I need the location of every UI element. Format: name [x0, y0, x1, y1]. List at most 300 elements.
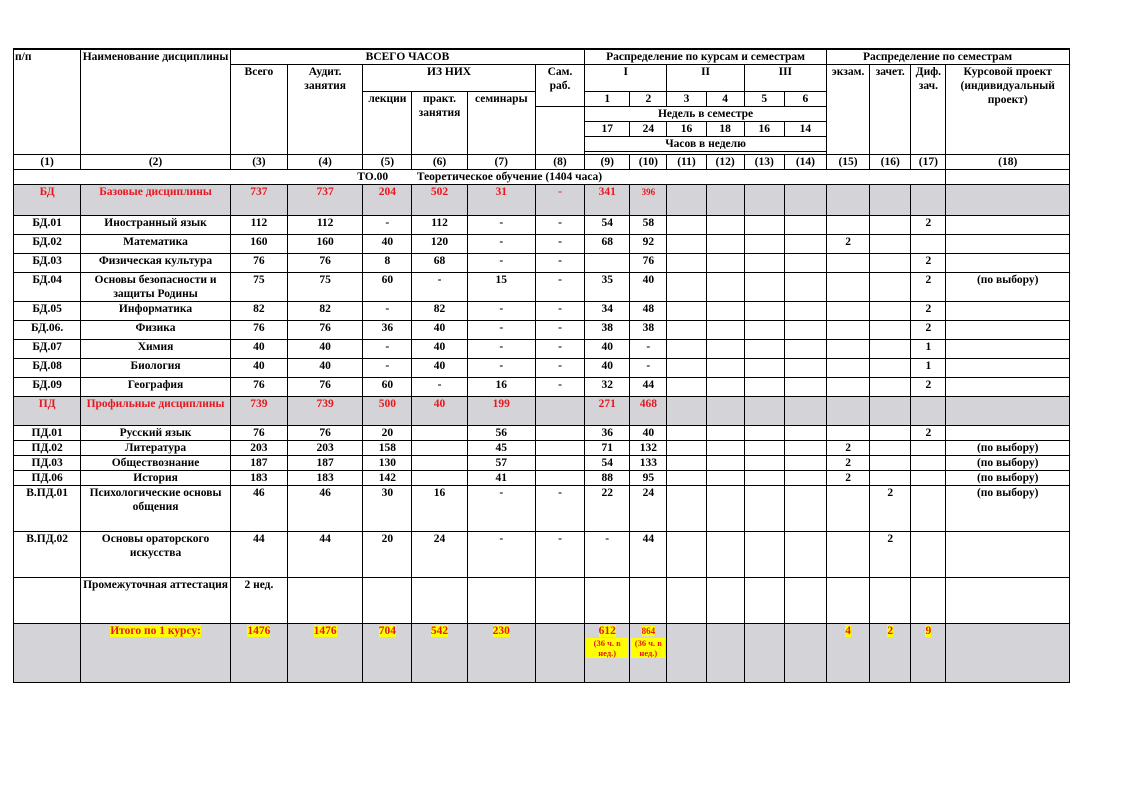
header-distribution-courses: Распределение по курсам и семестрам [585, 49, 827, 65]
row-sem-5 [744, 471, 784, 486]
row-sem-4 [706, 273, 744, 302]
header-sem-6: 6 [784, 92, 826, 107]
row-dif-zachet [911, 235, 946, 254]
row-sem-3 [667, 532, 706, 578]
table-row [14, 216, 1070, 235]
attestation-name: Промежуточная аттестация [81, 578, 231, 624]
row-code: БД.02 [14, 235, 81, 254]
header-sem-4: 4 [706, 92, 744, 107]
row-dif-zachet: 2 [911, 216, 946, 235]
row-dif-zachet: 1 [911, 359, 946, 378]
row-sem-3 [667, 486, 706, 532]
header-weeks-3: 16 [667, 122, 706, 137]
total-label: Итого по 1 курсу: [110, 625, 201, 637]
row-sem-1: 271 [585, 397, 630, 426]
header-weeks-6: 14 [784, 122, 826, 137]
header-weeks-2: 24 [630, 122, 667, 137]
row-sem-2: 132 [630, 441, 667, 456]
row-sem-5 [744, 441, 784, 456]
column-number: (8) [535, 155, 584, 170]
header-practice: практ. занятия [412, 92, 467, 155]
row-seminars: - [467, 302, 535, 321]
row-auditory: 44 [288, 532, 363, 578]
section-bd-row [14, 185, 1070, 216]
row-dif-zachet [911, 456, 946, 471]
row-auditory: 737 [288, 185, 363, 216]
header-weeks-4: 18 [706, 122, 744, 137]
row-auditory: 75 [288, 273, 363, 302]
row-sem-2: 95 [630, 471, 667, 486]
row-total: 82 [230, 302, 287, 321]
row-sem-5 [744, 302, 784, 321]
row-sem-4 [706, 359, 744, 378]
row-sem-3 [667, 273, 706, 302]
attestation-duration: 2 нед. [230, 578, 287, 624]
row-sem-4 [706, 340, 744, 359]
row-dif-zachet: 2 [911, 426, 946, 441]
row-total: 160 [230, 235, 287, 254]
row-sem-2: 24 [630, 486, 667, 532]
row-seminars: 41 [467, 471, 535, 486]
row-total: 183 [230, 471, 287, 486]
row-self-study: - [535, 486, 584, 532]
row-exam [826, 426, 869, 441]
row-lectures: 30 [363, 486, 412, 532]
row-lectures: - [363, 359, 412, 378]
row-self-study: - [535, 378, 584, 397]
row-practice: 502 [412, 185, 467, 216]
column-number: (14) [784, 155, 826, 170]
header-sem-1: 1 [585, 92, 630, 107]
row-sem-6 [784, 426, 826, 441]
row-sem-1: 22 [585, 486, 630, 532]
total-hours-note: (36 ч. в нед.) [631, 638, 665, 658]
row-discipline-name: Обществознание [81, 456, 231, 471]
row-total: 46 [230, 486, 287, 532]
row-exam [826, 302, 869, 321]
row-sem-6 [784, 471, 826, 486]
row-code: ПД.06 [14, 471, 81, 486]
row-lectures: - [363, 302, 412, 321]
row-sem-4 [706, 378, 744, 397]
row-exam [826, 532, 869, 578]
row-self-study: - [535, 235, 584, 254]
table-row [14, 426, 1070, 441]
row-sem-2: 40 [630, 273, 667, 302]
row-zachet [870, 456, 911, 471]
row-seminars: 199 [467, 397, 535, 426]
row-auditory: 76 [288, 321, 363, 340]
row-lectures: 158 [363, 441, 412, 456]
row-sem-1: 32 [585, 378, 630, 397]
row-zachet [870, 397, 911, 426]
row-lectures: 36 [363, 321, 412, 340]
row-sem-6 [784, 378, 826, 397]
row-sem-6 [784, 185, 826, 216]
row-sem-6 [784, 273, 826, 302]
row-total: 187 [230, 456, 287, 471]
row-course-project [946, 340, 1070, 359]
row-course-project [946, 378, 1070, 397]
column-number: (16) [870, 155, 911, 170]
row-sem-2: 92 [630, 235, 667, 254]
row-total: 76 [230, 378, 287, 397]
row-auditory: 187 [288, 456, 363, 471]
header-auditory: Аудит. занятия [288, 65, 363, 155]
header-sem-3: 3 [667, 92, 706, 107]
row-self-study [535, 456, 584, 471]
row-self-study: - [535, 321, 584, 340]
row-code: ПД.02 [14, 441, 81, 456]
row-course-project [946, 254, 1070, 273]
row-total: 40 [230, 359, 287, 378]
row-seminars: - [467, 216, 535, 235]
row-sem-1: 38 [585, 321, 630, 340]
row-discipline-name: Русский язык [81, 426, 231, 441]
row-sem-3 [667, 340, 706, 359]
header-discipline-name: Наименование дисциплины [81, 49, 231, 155]
row-discipline-name: Информатика [81, 302, 231, 321]
row-sem-4 [706, 456, 744, 471]
row-discipline-name: Профильные дисциплины [81, 397, 231, 426]
row-sem-5 [744, 378, 784, 397]
row-auditory: 160 [288, 235, 363, 254]
row-zachet [870, 185, 911, 216]
total-value: 230 [492, 625, 510, 637]
row-sem-4 [706, 235, 744, 254]
row-practice: 40 [412, 397, 467, 426]
row-self-study [535, 397, 584, 426]
row-course-project [946, 185, 1070, 216]
header-course-project: Курсовой проект (индивидуальный проект) [946, 65, 1070, 155]
row-course-project [946, 426, 1070, 441]
table-row [14, 471, 1070, 486]
row-course-project: (по выбору) [946, 441, 1070, 456]
header-iz-nih: ИЗ НИХ [363, 65, 536, 92]
row-sem-2: 133 [630, 456, 667, 471]
header-sem-2: 2 [630, 92, 667, 107]
row-code: ПД [14, 397, 81, 426]
header-course-3: III [744, 65, 826, 92]
row-dif-zachet: 2 [911, 273, 946, 302]
row-practice: 68 [412, 254, 467, 273]
row-auditory: 40 [288, 359, 363, 378]
row-seminars: - [467, 235, 535, 254]
row-practice: 40 [412, 321, 467, 340]
row-sem-5 [744, 216, 784, 235]
row-exam: 2 [826, 235, 869, 254]
row-total: 76 [230, 254, 287, 273]
column-number: (15) [826, 155, 869, 170]
row-sem-1 [585, 254, 630, 273]
row-zachet [870, 378, 911, 397]
row-exam [826, 254, 869, 273]
row-total: 203 [230, 441, 287, 456]
row-dif-zachet [911, 185, 946, 216]
row-sem-4 [706, 397, 744, 426]
header-sem-5: 5 [744, 92, 784, 107]
row-exam [826, 397, 869, 426]
row-lectures: - [363, 340, 412, 359]
total-value: 1476 [247, 625, 271, 637]
table-row [14, 359, 1070, 378]
column-number: (11) [667, 155, 706, 170]
row-sem-5 [744, 340, 784, 359]
row-sem-1: 40 [585, 340, 630, 359]
row-sem-6 [784, 321, 826, 340]
row-exam [826, 216, 869, 235]
row-total: 739 [230, 397, 287, 426]
row-sem-6 [784, 340, 826, 359]
row-course-project: (по выбору) [946, 471, 1070, 486]
row-lectures: 204 [363, 185, 412, 216]
row-auditory: 739 [288, 397, 363, 426]
row-zachet: 2 [870, 486, 911, 532]
row-sem-4 [706, 441, 744, 456]
total-value: 9 [925, 625, 932, 637]
table-row [14, 378, 1070, 397]
row-auditory: 82 [288, 302, 363, 321]
row-discipline-name: История [81, 471, 231, 486]
row-code: БД.01 [14, 216, 81, 235]
row-zachet [870, 302, 911, 321]
column-numbers-row [14, 155, 1070, 170]
row-total: 76 [230, 426, 287, 441]
row-sem-5 [744, 397, 784, 426]
row-sem-3 [667, 456, 706, 471]
header-seminars: семинары [467, 92, 535, 155]
header-hours-per-week: Часов в неделю [585, 137, 827, 152]
row-practice: - [412, 273, 467, 302]
row-discipline-name: Литература [81, 441, 231, 456]
row-practice: 24 [412, 532, 467, 578]
header-pp: п/п [14, 49, 81, 155]
row-code: БД [14, 185, 81, 216]
row-lectures: 142 [363, 471, 412, 486]
row-self-study: - [535, 185, 584, 216]
row-self-study: - [535, 532, 584, 578]
row-sem-6 [784, 235, 826, 254]
total-value: 704 [378, 625, 396, 637]
column-number: (2) [81, 155, 231, 170]
row-course-project [946, 359, 1070, 378]
row-discipline-name: Химия [81, 340, 231, 359]
row-sem-4 [706, 216, 744, 235]
row-sem-5 [744, 359, 784, 378]
row-sem-4 [706, 321, 744, 340]
row-course-project: (по выбору) [946, 456, 1070, 471]
row-sem-2: 396 [630, 185, 667, 216]
row-discipline-name: География [81, 378, 231, 397]
row-sem-3 [667, 302, 706, 321]
row-discipline-name: Биология [81, 359, 231, 378]
row-self-study: - [535, 340, 584, 359]
row-sem-2: - [630, 340, 667, 359]
row-seminars: - [467, 321, 535, 340]
row-sem-2: 48 [630, 302, 667, 321]
row-self-study: - [535, 273, 584, 302]
row-dif-zachet: 2 [911, 321, 946, 340]
row-sem-2: 58 [630, 216, 667, 235]
row-sem-2: 44 [630, 532, 667, 578]
row-practice: 120 [412, 235, 467, 254]
section-to-title: Теоретическое обучение (1404 часа) [416, 171, 603, 183]
row-lectures: 8 [363, 254, 412, 273]
row-sem-5 [744, 532, 784, 578]
row-zachet [870, 426, 911, 441]
row-practice: 16 [412, 486, 467, 532]
header-weeks-1: 17 [585, 122, 630, 137]
row-seminars: 15 [467, 273, 535, 302]
row-sem-2: - [630, 359, 667, 378]
row-self-study [535, 471, 584, 486]
row-sem-4 [706, 426, 744, 441]
row-course-project: (по выбору) [946, 486, 1070, 532]
row-practice [412, 426, 467, 441]
row-sem-6 [784, 441, 826, 456]
table-row [14, 486, 1070, 532]
row-exam [826, 321, 869, 340]
row-sem-3 [667, 216, 706, 235]
row-total: 76 [230, 321, 287, 340]
row-practice [412, 441, 467, 456]
column-number: (1) [14, 155, 81, 170]
row-course-project [946, 216, 1070, 235]
row-lectures: - [363, 216, 412, 235]
row-total: 112 [230, 216, 287, 235]
row-exam [826, 378, 869, 397]
column-number: (6) [412, 155, 467, 170]
column-number: (7) [467, 155, 535, 170]
row-discipline-name: Основы ораторского искусства [81, 532, 231, 578]
header-total-hours: ВСЕГО ЧАСОВ [230, 49, 584, 65]
row-sem-1: 35 [585, 273, 630, 302]
row-sem-3 [667, 378, 706, 397]
row-sem-2: 76 [630, 254, 667, 273]
row-sem-1: 36 [585, 426, 630, 441]
row-self-study: - [535, 302, 584, 321]
row-code: В.ПД.02 [14, 532, 81, 578]
header-weeks-label: Недель в семестре [585, 107, 827, 122]
row-total: 75 [230, 273, 287, 302]
row-sem-5 [744, 321, 784, 340]
total-semester-hours: 612 [598, 625, 616, 637]
row-sem-1: 54 [585, 456, 630, 471]
row-code: БД.09 [14, 378, 81, 397]
table-row [14, 254, 1070, 273]
curriculum-table [13, 48, 1070, 683]
column-number: (3) [230, 155, 287, 170]
row-auditory: 76 [288, 426, 363, 441]
row-dif-zachet: 2 [911, 378, 946, 397]
header-exam: экзам. [826, 65, 869, 155]
section-pd-row [14, 397, 1070, 426]
section-to-row [14, 170, 1070, 185]
row-sem-3 [667, 185, 706, 216]
row-exam [826, 273, 869, 302]
row-exam [826, 359, 869, 378]
row-seminars: - [467, 254, 535, 273]
row-sem-1: 34 [585, 302, 630, 321]
row-dif-zachet [911, 397, 946, 426]
section-to-code: ТО.00 [357, 171, 389, 183]
row-sem-4 [706, 254, 744, 273]
header-lectures: лекции [363, 92, 412, 155]
row-dif-zachet [911, 532, 946, 578]
row-sem-1: 71 [585, 441, 630, 456]
row-lectures: 500 [363, 397, 412, 426]
row-code: БД.08 [14, 359, 81, 378]
row-code: БД.06. [14, 321, 81, 340]
total-semester-hours: 864 [641, 626, 656, 636]
row-sem-1: - [585, 532, 630, 578]
row-self-study: - [535, 216, 584, 235]
row-sem-3 [667, 471, 706, 486]
total-hours-note: (36 ч. в нед.) [586, 638, 628, 658]
header-dif-zachet: Диф. зач. [911, 65, 946, 155]
header-course-1: I [585, 65, 667, 92]
header-distribution-semesters: Распределение по семестрам [826, 49, 1069, 65]
table-row [14, 532, 1070, 578]
row-sem-5 [744, 254, 784, 273]
section-to [14, 170, 946, 185]
row-sem-3 [667, 359, 706, 378]
row-zachet [870, 441, 911, 456]
row-course-project [946, 397, 1070, 426]
row-dif-zachet [911, 441, 946, 456]
column-number: (17) [911, 155, 946, 170]
row-auditory: 183 [288, 471, 363, 486]
row-sem-6 [784, 397, 826, 426]
row-code: ПД.03 [14, 456, 81, 471]
row-zachet [870, 340, 911, 359]
row-dif-zachet: 1 [911, 340, 946, 359]
row-exam [826, 185, 869, 216]
row-self-study: - [535, 359, 584, 378]
row-code: БД.07 [14, 340, 81, 359]
row-lectures: 130 [363, 456, 412, 471]
row-auditory: 76 [288, 378, 363, 397]
row-exam: 2 [826, 441, 869, 456]
row-seminars: - [467, 532, 535, 578]
header-sam-empty [535, 107, 584, 155]
row-sem-2: 40 [630, 426, 667, 441]
row-sem-2: 38 [630, 321, 667, 340]
row-sem-3 [667, 254, 706, 273]
row-auditory: 112 [288, 216, 363, 235]
row-sem-4 [706, 302, 744, 321]
table-row [14, 273, 1070, 302]
row-sem-6 [784, 216, 826, 235]
row-sem-5 [744, 426, 784, 441]
column-number: (12) [706, 155, 744, 170]
row-lectures: 60 [363, 378, 412, 397]
total-row [14, 624, 1070, 683]
row-sem-4 [706, 185, 744, 216]
header-sam-rab: Сам. раб. [535, 65, 584, 107]
table-row [14, 340, 1070, 359]
row-code: БД.04 [14, 273, 81, 302]
row-sem-1: 88 [585, 471, 630, 486]
row-seminars: - [467, 340, 535, 359]
row-seminars: 16 [467, 378, 535, 397]
row-seminars: - [467, 359, 535, 378]
row-practice: 40 [412, 359, 467, 378]
row-practice: 112 [412, 216, 467, 235]
row-self-study: - [535, 254, 584, 273]
row-lectures: 40 [363, 235, 412, 254]
header-zachet: зачет. [870, 65, 911, 155]
